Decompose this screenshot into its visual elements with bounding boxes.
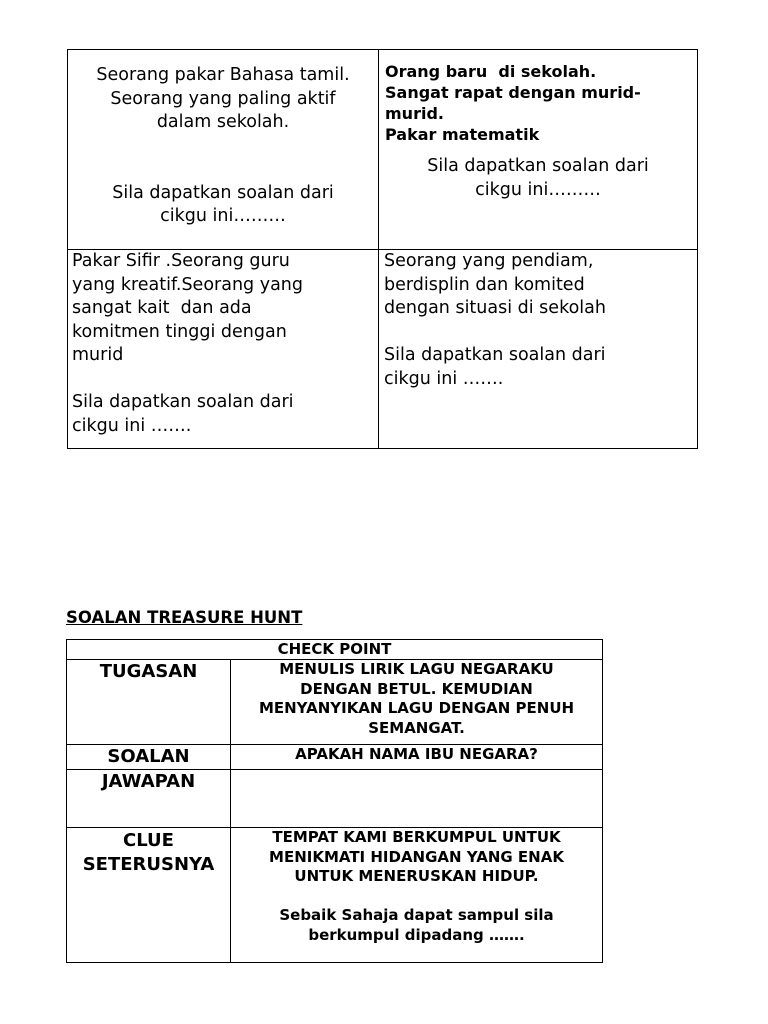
next-clue-value [231, 828, 603, 963]
card-line: dalam sekolah. [156, 112, 290, 132]
card-line: Seorang pakar Bahasa tamil. [96, 65, 350, 85]
card-line: Sila dapatkan soalan dari [72, 392, 294, 412]
card-line: dengan situasi di sekolah [384, 298, 606, 318]
card-bold-line: murid. [385, 104, 444, 123]
card-new-teacher [379, 50, 698, 250]
row-value-line: APAKAH NAMA IBU NEGARA? [295, 745, 538, 763]
answer-field[interactable] [231, 770, 603, 828]
card-line [384, 321, 697, 345]
card-line: Sila dapatkan soalan dari [427, 156, 649, 176]
question-value [231, 745, 603, 770]
row-label: JAWAPAN [101, 771, 196, 792]
row-label: SOALAN [107, 746, 190, 767]
row-value-line: MENYANYIKAN LAGU DENGAN PENUH [258, 699, 575, 717]
row-value-line: DENGAN BETUL. KEMUDIAN [300, 679, 533, 698]
card-line: cikgu ini ……. [384, 368, 504, 389]
question-label [67, 745, 231, 770]
card-line: murid [72, 345, 124, 365]
card-line: cikgu ini……… [160, 206, 286, 226]
card-line: sangat kait dan ada [72, 298, 252, 318]
task-value [231, 660, 603, 745]
card-line: Sila dapatkan soalan dari [384, 345, 606, 365]
card-bold-line: Pakar matematik [385, 125, 540, 144]
row-value-line: UNTUK MENERUSKAN HIDUP. [294, 867, 539, 885]
row-value-line: SEMANGAT. [368, 718, 465, 737]
answer-label [67, 770, 231, 828]
next-clue-label [67, 828, 231, 963]
card-line: Seorang yang pendiam, [384, 251, 594, 271]
teacher-cards-table [67, 49, 698, 449]
card-line [68, 135, 378, 159]
row-value-line [231, 887, 602, 907]
card-line: Sila dapatkan soalan dari [112, 182, 334, 203]
card-line: yang kreatif.Seorang yang [72, 274, 303, 295]
card-line: cikgu ini……… [475, 179, 601, 200]
card-line: komitmen tinggi dengan [72, 321, 287, 342]
row-label: SETERUSNYA [82, 854, 215, 875]
card-quiet-teacher [379, 250, 698, 449]
card-line [68, 158, 378, 182]
card-bold-line: Orang baru di sekolah. [385, 62, 597, 81]
row-label: TUGASAN [99, 661, 198, 682]
card-tamil-expert [68, 50, 379, 250]
row-value-line: MENULIS LIRIK LAGU NEGARAKU [279, 660, 554, 678]
card-line: Seorang yang paling aktif [110, 88, 336, 109]
card-line: Pakar Sifir .Seorang guru [72, 251, 290, 271]
treasure-hunt-table [66, 639, 603, 963]
row-label: CLUE [123, 830, 174, 851]
card-line: cikgu ini ……. [72, 415, 192, 436]
row-value-line: berkumpul dipadang ……. [308, 925, 525, 944]
card-times-table-expert [68, 250, 379, 449]
card-line: berdisplin dan komited [384, 274, 585, 295]
row-value-line: MENIKMATI HIDANGAN YANG ENAK [269, 847, 564, 866]
row-value-line: TEMPAT KAMI BERKUMPUL UNTUK [272, 828, 561, 846]
treasure-hunt-heading: SOALAN TREASURE HUNT [66, 608, 303, 627]
checkpoint-header: CHECK POINT [67, 640, 603, 660]
row-value-line: Sebaik Sahaja dapat sampul sila [279, 906, 554, 924]
card-line [72, 368, 378, 392]
task-label [67, 660, 231, 745]
card-bold-line: Sangat rapat dengan murid- [385, 83, 641, 102]
